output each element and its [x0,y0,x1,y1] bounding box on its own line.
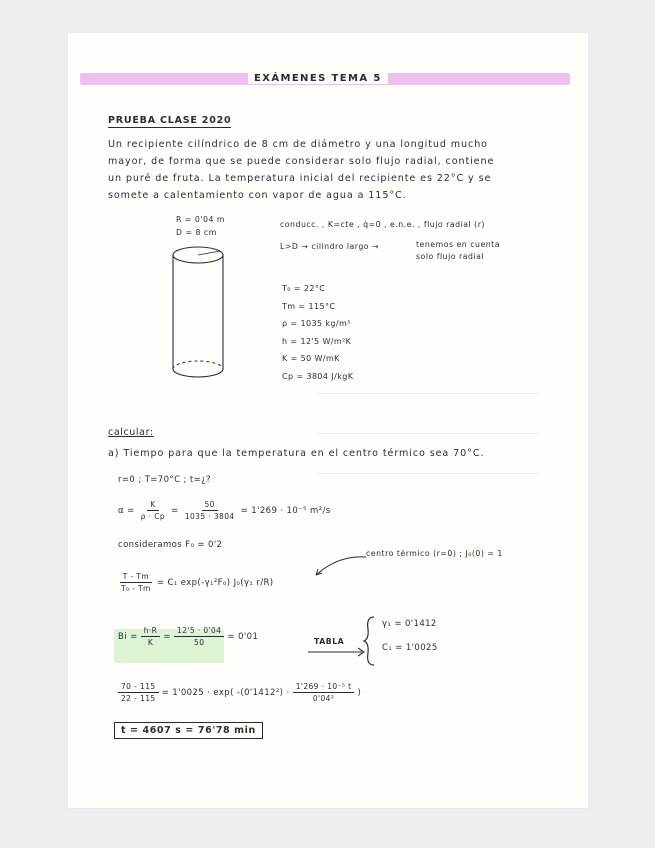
part-a-conditions: r=0 ; T=70°C ; t=¿? [118,475,211,485]
bi-fraction [141,625,161,648]
section-title: PRUEBA CLASE 2020 [108,115,232,126]
final-den: 22 - 115 [121,694,156,703]
gamma-value: γ₁ = 0'1412 [382,619,437,629]
final-exp-den: 0'04² [312,694,335,703]
page-title: EXÁMENES TEMA 5 [248,73,388,84]
alpha-num-values: 50 [202,499,218,511]
conditions-line-2-right: tenemos en cuenta [416,240,501,249]
biot-equation: Bi = $\frac{h\cdot R}{K}$ = $\frac{12'5 \cdot 0'04}{50}$ = 0'01 [118,626,259,647]
alpha-fraction [138,499,168,522]
notebook-page [68,33,588,808]
final-num: 70 - 115 [118,681,159,693]
bi-num: h·R [141,625,161,637]
conditions-line-1: conducc. , K=cte , q̇=0 , e.n.e. , flujo radial (r) [280,220,485,229]
conditions-line-2-left: L>D → cilindro largo → [280,242,380,251]
calc-label: calcular: [108,427,154,438]
ratio-den: T₀ - Tm [121,584,151,593]
alpha-num: K [147,499,158,511]
ratio-fraction [118,571,154,594]
given-tm: Tm = 115°C [282,301,336,311]
tabla-label: TABLA [314,637,345,646]
part-a-question: a) Tiempo para que la temperatura en el centro térmico sea 70°C. [108,448,485,459]
final-rhs: = 1'0025 · exp( -(0'1412²) · [161,688,290,698]
fo-assumption: consideramos F₀ = 0'2 [118,540,223,550]
given-cp: Cp = 3804 J/kgK [282,371,354,381]
bi-result: = 0'01 [227,632,259,642]
brace-icon [362,615,376,667]
final-lhs-fraction [118,681,159,704]
tabla-arrow [306,647,368,657]
alpha-den: ρ · Cp [140,512,166,521]
given-h: h = 12'5 W/m²K [282,336,352,346]
result-box: t = 4607 s = 76'78 min [114,722,263,739]
bi-num-values: 12'5 · 0'04 [174,625,224,637]
alpha-lhs: α = [118,506,135,516]
final-close: ) [357,688,362,698]
final-exp-fraction [293,681,355,704]
given-t0: T₀ = 22°C [282,284,326,293]
bi-den: K [147,638,154,647]
problem-line-3: un puré de fruta. La temperatura inicial del recipiente es 22°C y se [108,173,492,184]
alpha-result: = 1'269 · 10⁻⁵ m²/s [240,506,331,516]
alpha-equation: α = $\frac{K}{\rho \cdot Cp}$ = $\frac{50}{1035 \cdot 3804}$ = 1'269 · 10⁻⁵ m²/s [118,500,331,521]
temperature-ratio-equation [118,571,274,594]
problem-line-2: mayor, de forma que se puede considerar solo flujo radial, contiene [108,156,495,167]
annotation-arrow [308,553,370,583]
cylinder-diagram [168,241,228,386]
ratio-num: T - Tm [120,571,152,583]
ratio-rhs: = C₁ exp(-γ₁²F₀) J₀(γ₁ r/R) [156,578,274,588]
conditions-line-3: solo flujo radial [416,252,485,261]
alpha-den-values: 1035 · 3804 [184,512,235,521]
bi-den-values: 50 [194,638,205,647]
bi-fraction-values [174,625,224,648]
diameter-label: D = 8 cm [176,228,217,237]
problem-line-1: Un recipiente cilíndrico de 8 cm de diámetro y una longitud mucho [108,139,488,150]
alpha-fraction-values [182,499,238,522]
c1-value: C₁ = 1'0025 [382,643,438,653]
given-k: K = 50 W/mK [282,354,340,363]
bi-lhs: Bi = [118,632,138,642]
given-data-list [282,280,353,385]
final-equation [118,681,361,704]
problem-line-4: somete a calentamiento con vapor de agua a 115°C. [108,190,407,201]
radius-label: R = 0'04 m [176,215,226,224]
centro-termico-note: centro térmico (r=0) ; J₀(0) = 1 [366,549,503,558]
given-rho: ρ = 1035 kg/m³ [282,319,351,328]
final-exp-num: 1'269 · 10⁻⁵ t [293,681,355,693]
